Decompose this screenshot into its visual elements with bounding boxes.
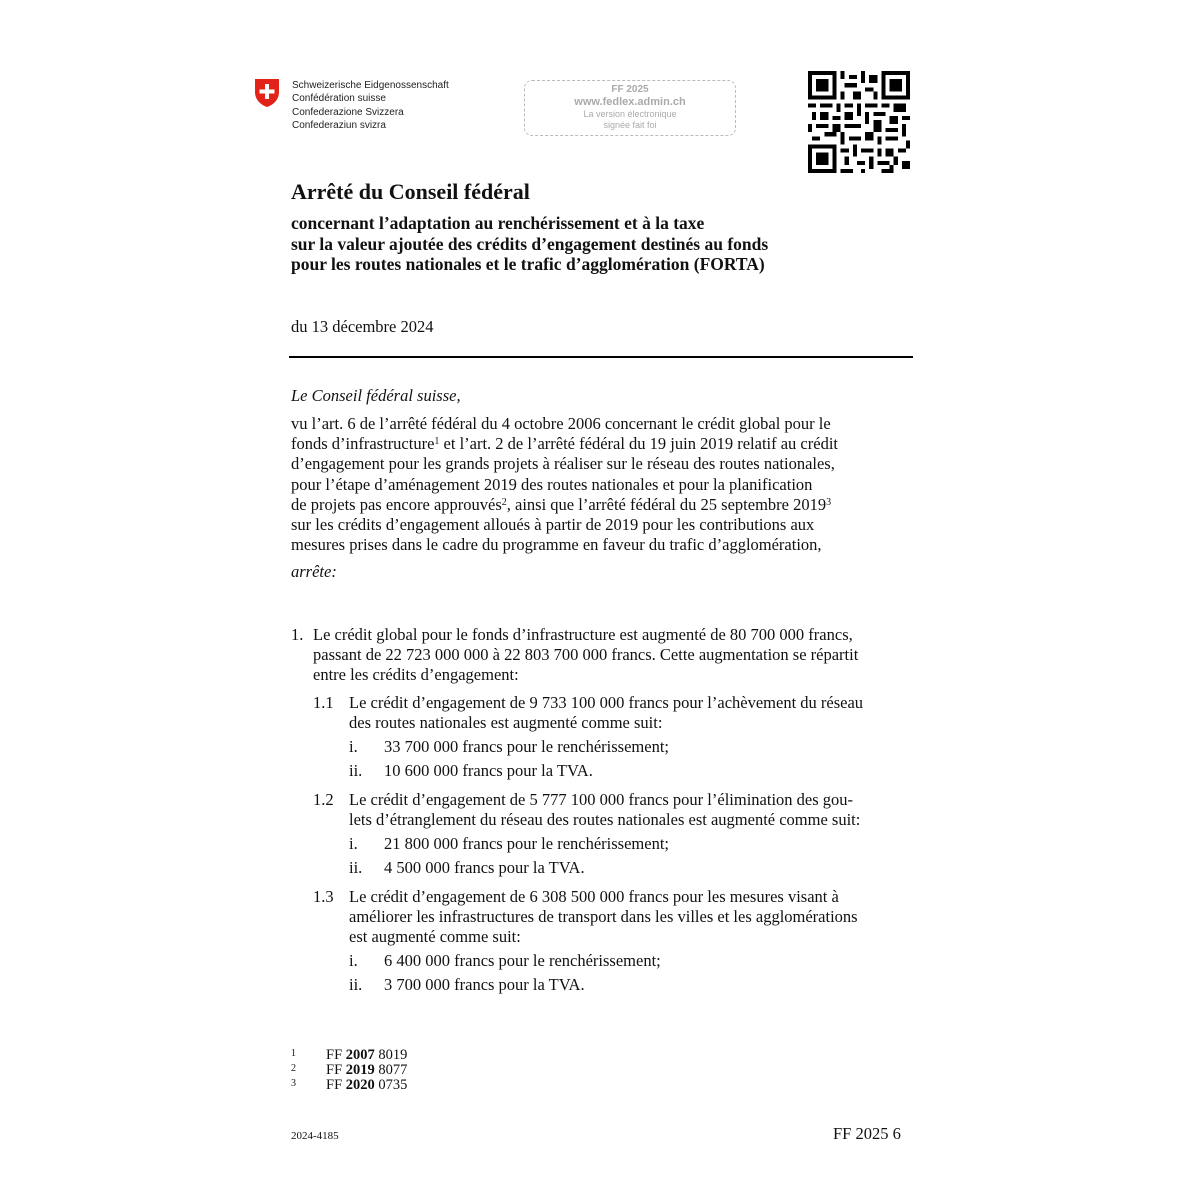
subsection-line: Le crédit d’engagement de 5 777 100 000 francs pour l’élimination des gou- bbox=[349, 790, 854, 809]
subsection-text bbox=[349, 790, 860, 830]
qr-code-icon bbox=[808, 71, 910, 173]
list-item-number: ii. bbox=[349, 858, 363, 877]
subtitle-line: pour les routes nationales et le trafic d’agglomération (FORTA) bbox=[291, 254, 765, 274]
footnote: FF 2007 8019 bbox=[326, 1047, 408, 1063]
article-line: passant de 22 723 000 000 à 22 803 700 000 francs. Cette augmentation se répartit bbox=[313, 645, 859, 665]
subtitle-line: sur la valeur ajoutée des crédits d’engagement destinés au fonds bbox=[291, 233, 769, 254]
subsection-number: 1.2 bbox=[313, 790, 334, 809]
confederation-name-it: Confederazione Svizzera bbox=[292, 106, 404, 118]
list-item: 4 500 000 francs pour la TVA. bbox=[384, 858, 585, 877]
preamble-text bbox=[291, 414, 838, 555]
document-subtitle bbox=[291, 213, 768, 275]
preamble-line: sur les crédits d’engagement alloués à partir de 2019 pour les contributions aux bbox=[291, 515, 815, 535]
article-number: 1. bbox=[291, 625, 304, 644]
preamble-line: pour l’étape d’aménagement 2019 des routes nationales et pour la planification bbox=[291, 474, 813, 494]
list-item: 10 600 000 francs pour la TVA. bbox=[384, 761, 593, 780]
list-item-number: i. bbox=[349, 737, 358, 756]
preamble-line: vu l’art. 6 de l’arrêté fédéral du 4 octobre 2006 concernant le crédit global pour le bbox=[291, 414, 831, 433]
stamp-note-1: La version électronique bbox=[583, 109, 677, 119]
subsection-line: améliorer les infrastructures de transport dans les villes et les agglomérations bbox=[349, 907, 858, 927]
footnote-ref-3[interactable]: 3 bbox=[826, 496, 832, 508]
article-line: entre les crédits d’engagement: bbox=[313, 665, 519, 685]
enacting-clause: arrête: bbox=[291, 562, 337, 581]
document-title: Arrêté du Conseil fédéral bbox=[291, 179, 530, 204]
list-item: 3 700 000 francs pour la TVA. bbox=[384, 975, 585, 994]
footnote: FF 2019 8077 bbox=[326, 1062, 408, 1078]
list-item-number: ii. bbox=[349, 975, 363, 994]
subsection-line: des routes nationales est augmenté comme suit: bbox=[349, 713, 663, 733]
subsection-number: 1.1 bbox=[313, 693, 334, 712]
confederation-name-rm: Confederaziun svizra bbox=[292, 119, 386, 131]
signature-stamp bbox=[524, 80, 736, 136]
stamp-reference: FF 2025 bbox=[611, 84, 649, 95]
list-item: 21 800 000 francs pour le renchérissement; bbox=[384, 834, 669, 853]
subsection-line: est augmenté comme suit: bbox=[349, 927, 521, 947]
document-number: 2024-4185 bbox=[291, 1130, 339, 1142]
footnote-number: 3 bbox=[291, 1078, 296, 1089]
confederation-names bbox=[292, 79, 449, 132]
page-reference: FF 2025 6 bbox=[833, 1124, 901, 1143]
footnote-ref-2[interactable]: 2 bbox=[501, 496, 507, 508]
document-date: du 13 décembre 2024 bbox=[291, 317, 434, 336]
article-text bbox=[313, 625, 858, 686]
list-item: 6 400 000 francs pour le renchérissement; bbox=[384, 951, 661, 970]
preamble-intro: Le Conseil fédéral suisse, bbox=[291, 386, 461, 405]
article-line: Le crédit global pour le fonds d’infrastructure est augmenté de 80 700 000 francs, bbox=[313, 625, 853, 644]
confederation-name-fr: Confédération suisse bbox=[292, 93, 386, 105]
list-item-number: ii. bbox=[349, 761, 363, 780]
subsection-line: Le crédit d’engagement de 9 733 100 000 francs pour l’achèvement du réseau bbox=[349, 693, 864, 712]
preamble-line: fonds d’infrastructure$^1$ et l’art. 2 de l’arrêté fédéral du 19 juin 2019 relatif au crédit bbox=[291, 434, 838, 454]
preamble-line: de projets pas encore approuvés$^2$, ainsi que l’arrêté fédéral du 25 septembre 2019$^3$ bbox=[291, 494, 832, 514]
preamble-line: d’engagement pour les grands projets à réaliser sur le réseau des routes nationales, bbox=[291, 454, 835, 474]
stamp-note-2: signée fait foi bbox=[603, 120, 657, 130]
subsection-line: Le crédit d’engagement de 6 308 500 000 francs pour les mesures visant à bbox=[349, 887, 839, 906]
footnote: FF 2020 0735 bbox=[326, 1077, 408, 1093]
stamp-url[interactable]: www.fedlex.admin.ch bbox=[574, 96, 686, 108]
subsection-number: 1.3 bbox=[313, 887, 334, 906]
list-item-number: i. bbox=[349, 834, 358, 853]
list-item: 33 700 000 francs pour le renchérissement; bbox=[384, 737, 669, 756]
swiss-coat-of-arms-icon bbox=[254, 78, 280, 108]
subsection-text bbox=[349, 887, 858, 948]
preamble-line: mesures prises dans le cadre du programme en faveur du trafic d’agglomération, bbox=[291, 535, 822, 555]
list-item-number: i. bbox=[349, 951, 358, 970]
horizontal-rule bbox=[289, 356, 913, 358]
subsection-text bbox=[349, 693, 863, 733]
subtitle-line: concernant l’adaptation au renchérissement et à la taxe bbox=[291, 213, 705, 233]
footnote-number: 2 bbox=[291, 1063, 296, 1074]
subsection-line: lets d’étranglement du réseau des routes nationales est augmenté comme suit: bbox=[349, 810, 861, 830]
confederation-name-de: Schweizerische Eidgenossenschaft bbox=[292, 80, 449, 91]
footnote-number: 1 bbox=[291, 1048, 296, 1059]
footnote-ref-1[interactable]: 1 bbox=[434, 436, 440, 448]
